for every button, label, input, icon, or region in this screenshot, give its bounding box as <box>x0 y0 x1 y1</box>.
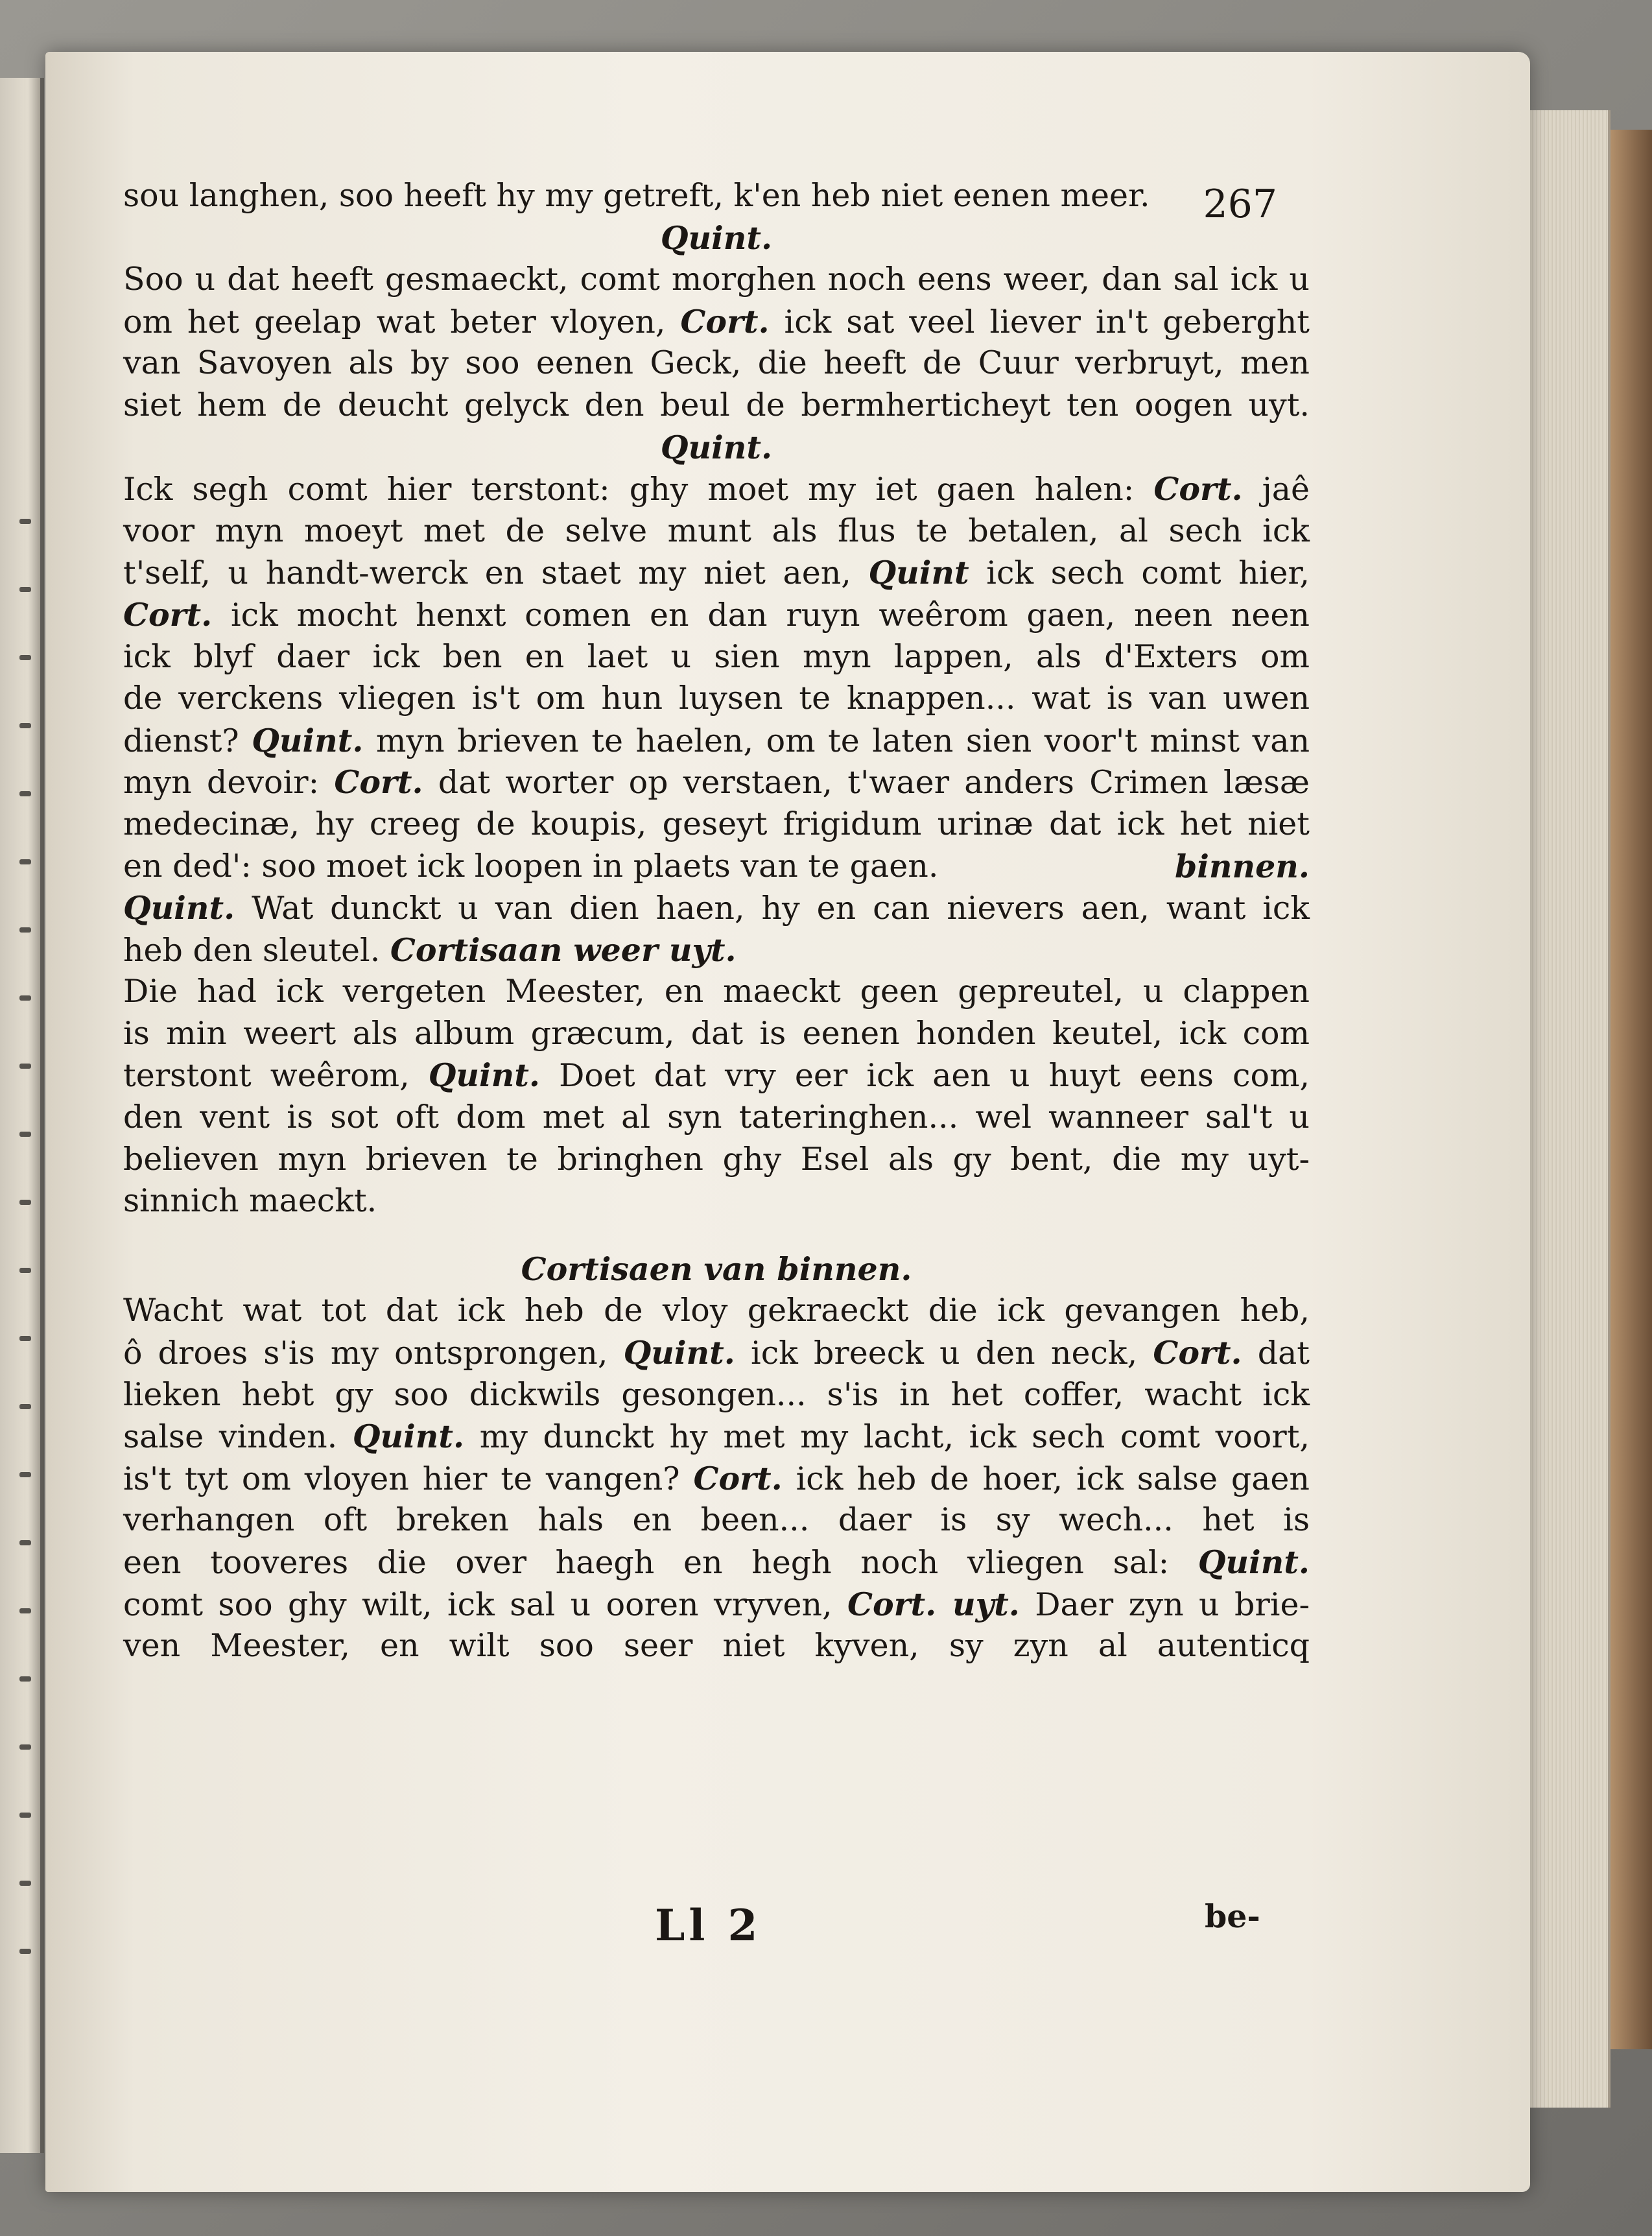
line-text: een tooveres die over haegh en hegh noch vliegen sal: <box>123 1544 1198 1581</box>
text-line <box>123 1458 1310 1500</box>
speaker-name: Quint. <box>352 1418 465 1456</box>
text-line <box>123 887 1310 929</box>
text-line <box>123 846 1310 888</box>
line-text: my dunckt hy met my lacht, ick sech comt voort, <box>464 1418 1310 1456</box>
text-line <box>123 468 1310 510</box>
speaker-name: Quint. <box>1198 1543 1310 1581</box>
line-text: ven Meester, en wilt soo seer niet kyven, sy zyn al autenticq <box>123 1627 1310 1665</box>
line-text: verhangen oft breken hals en been... daer is sy wech... het is <box>123 1501 1310 1539</box>
speaker-name: Quint. <box>428 1056 540 1095</box>
text-line <box>123 1248 1310 1290</box>
text-line <box>123 175 1310 217</box>
facing-page-text-mark <box>19 519 31 524</box>
line-gap <box>123 1222 1310 1248</box>
facing-page-text-mark <box>19 723 31 728</box>
line-text: ick blyf daer ick ben en laet u sien myn lappen, als d'Exters om <box>123 637 1310 675</box>
facing-page-text-mark <box>19 1064 31 1069</box>
text-line <box>123 1013 1310 1055</box>
line-text: myn devoir: <box>123 764 335 802</box>
facing-page-text-mark <box>19 1744 31 1750</box>
text-line <box>123 1097 1310 1139</box>
line-text: Die had ick vergeten Meester, en maeckt geen gepreutel, u clappen <box>123 973 1310 1010</box>
text-line <box>123 929 1310 971</box>
facing-page-text-mark <box>19 1404 31 1409</box>
facing-page-text-mark <box>19 859 31 864</box>
line-text: ick sech comt hier, <box>969 554 1310 592</box>
facing-page-text-mark <box>19 1881 31 1886</box>
speaker-name: Quint. <box>252 721 364 759</box>
line-text: lieken hebt gy soo dickwils gesongen... s'is in het coffer, wacht ick <box>123 1375 1310 1413</box>
facing-page-text-mark <box>19 927 31 933</box>
line-text: Doet dat vry eer ick aen u huyt eens com, <box>540 1057 1310 1095</box>
text-line <box>123 385 1310 427</box>
line-text: den vent is sot oft dom met al syn tateringhen... wel wanneer sal't u <box>123 1099 1310 1136</box>
facing-page-text-mark <box>19 995 31 1001</box>
speaker-name: Cort. uyt. <box>847 1585 1020 1623</box>
text-line <box>123 1374 1310 1416</box>
facing-page-text-mark <box>19 1268 31 1273</box>
line-text: medecinæ, hy creeg de koupis, geseyt frigidum urinæ dat ick het niet <box>123 805 1310 842</box>
page-number: 267 <box>1203 182 1277 227</box>
facing-page-text-mark <box>19 1132 31 1137</box>
speaker-name: Quint. <box>623 1334 735 1372</box>
facing-page-text-mark <box>19 1200 31 1205</box>
speaker-name: Cort. <box>1153 1334 1242 1372</box>
line-text: Wat dunckt u van dien haen, hy en can nievers aen, want ick <box>235 890 1310 927</box>
line-text: Cortisaen van binnen. <box>521 1250 912 1288</box>
facing-page-edge <box>0 78 44 2153</box>
line-text: dat <box>1242 1335 1310 1372</box>
text-line <box>123 594 1310 636</box>
line-text: heb den sleutel. <box>123 931 390 969</box>
text-line <box>123 217 1310 259</box>
text-line <box>123 259 1310 301</box>
text-line <box>123 636 1310 678</box>
text-line <box>123 803 1310 846</box>
text-line <box>123 720 1310 762</box>
line-text: om het geelap wat beter vloyen, <box>123 303 681 340</box>
line-text: salse vinden. <box>123 1418 353 1456</box>
facing-page-text-mark <box>19 587 31 592</box>
facing-page-text-mark <box>19 1949 31 1954</box>
line-text: voor myn moeyt met de selve munt als flus te betalen, al sech ick <box>123 512 1310 549</box>
speaker-name: Cort. <box>680 302 770 340</box>
line-text: is min weert als album græcum, dat is eenen honden keutel, ick com <box>123 1014 1310 1052</box>
text-line <box>123 678 1310 720</box>
line-text: dienst? <box>123 722 252 759</box>
text-line <box>123 510 1310 553</box>
line-text: t'self, u handt-werck en staet my niet aen, <box>123 554 869 592</box>
text-line <box>123 1584 1310 1626</box>
line-text: ick mocht henxt comen en dan ruyn weêrom gaen, neen neen <box>212 596 1310 634</box>
facing-page-text-mark <box>19 1813 31 1818</box>
text-line <box>123 1139 1310 1181</box>
line-text: is't tyt om vloyen hier te vangen? <box>123 1460 694 1497</box>
facing-page-text-mark <box>19 1676 31 1682</box>
line-text: comt soo ghy wilt, ick sal u ooren vryven, <box>123 1586 847 1623</box>
line-text: de verckens vliegen is't om hun luysen te knappen... wat is van uwen <box>123 680 1310 717</box>
speaker-name: Cort. <box>123 595 213 634</box>
line-text: Soo u dat heeft gesmaeckt, comt morghen noch eens weer, dan sal ick u <box>123 261 1310 298</box>
line-text: van Savoyen als by soo eenen Geck, die heeft de Cuur verbruyt, men <box>123 344 1310 382</box>
stage-direction: binnen. <box>1175 847 1310 885</box>
line-text: myn brieven te haelen, om te laten sien voor't minst van <box>363 722 1310 759</box>
line-text: dat worter op verstaen, t'waer anders Crimen læsæ <box>423 764 1310 802</box>
line-text: Daer zyn u brie- <box>1019 1586 1310 1623</box>
text-line <box>123 342 1310 385</box>
line-text: ick sat veel liever in't geberght <box>769 303 1310 340</box>
line-text: sinnich maeckt. <box>123 1182 377 1220</box>
speaker-name: Cort. <box>334 763 423 802</box>
line-text: jaê <box>1242 471 1310 508</box>
line-text: terstont weêrom, <box>123 1057 429 1095</box>
text-line <box>123 1625 1310 1667</box>
text-line <box>123 971 1310 1013</box>
line-text: believen myn brieven te bringhen ghy Esel als gy bent, die my uyt- <box>123 1140 1310 1178</box>
facing-page-text-mark <box>19 1540 31 1545</box>
line-text: Quint. <box>660 428 773 466</box>
signature-mark: Ll 2 <box>655 1900 762 1951</box>
book-page <box>45 52 1530 2192</box>
line-text: Wacht wat tot dat ick heb de vloy gekraeckt die ick gevangen heb, <box>123 1292 1310 1329</box>
text-line <box>123 1054 1310 1097</box>
facing-page-text-mark <box>19 1608 31 1613</box>
text-line <box>123 1290 1310 1332</box>
text-line <box>123 1499 1310 1541</box>
facing-page-text-mark <box>19 655 31 660</box>
line-text: sou langhen, soo heeft hy my getreft, k'en heb niet eenen meer. <box>123 177 1150 214</box>
text-line <box>123 1416 1310 1458</box>
page-text <box>123 175 1310 1667</box>
line-text: Ick segh comt hier terstont: ghy moet my iet gaen halen: <box>123 471 1154 508</box>
line-text: en ded': soo moet ick loopen in plaets van te gaen. <box>123 847 939 885</box>
text-line <box>123 427 1310 469</box>
text-line <box>123 1180 1310 1222</box>
text-line <box>123 1541 1310 1584</box>
speaker-name: Cort. <box>693 1459 783 1497</box>
facing-page-text-mark <box>19 1336 31 1341</box>
text-line <box>123 301 1310 343</box>
speaker-name: Quint <box>868 554 969 592</box>
facing-page-text-mark <box>19 1472 31 1477</box>
text-line <box>123 761 1310 803</box>
line-text: ick heb de hoer, ick salse gaen <box>782 1460 1310 1497</box>
speaker-name: Cortisaan weer uyt. <box>390 931 737 969</box>
line-text: ô droes s'is my ontsprongen, <box>123 1335 624 1372</box>
line-text: siet hem de deucht gelyck den beul de bermherticheyt ten oogen uyt. <box>123 386 1310 423</box>
catchword: be- <box>1205 1897 1260 1935</box>
speaker-name: Quint. <box>123 889 235 927</box>
facing-page-text-mark <box>19 791 31 796</box>
line-text: Quint. <box>660 219 773 257</box>
text-line <box>123 552 1310 594</box>
line-text: ick breeck u den neck, <box>735 1335 1153 1372</box>
speaker-name: Cort. <box>1153 470 1243 508</box>
text-line <box>123 1332 1310 1374</box>
